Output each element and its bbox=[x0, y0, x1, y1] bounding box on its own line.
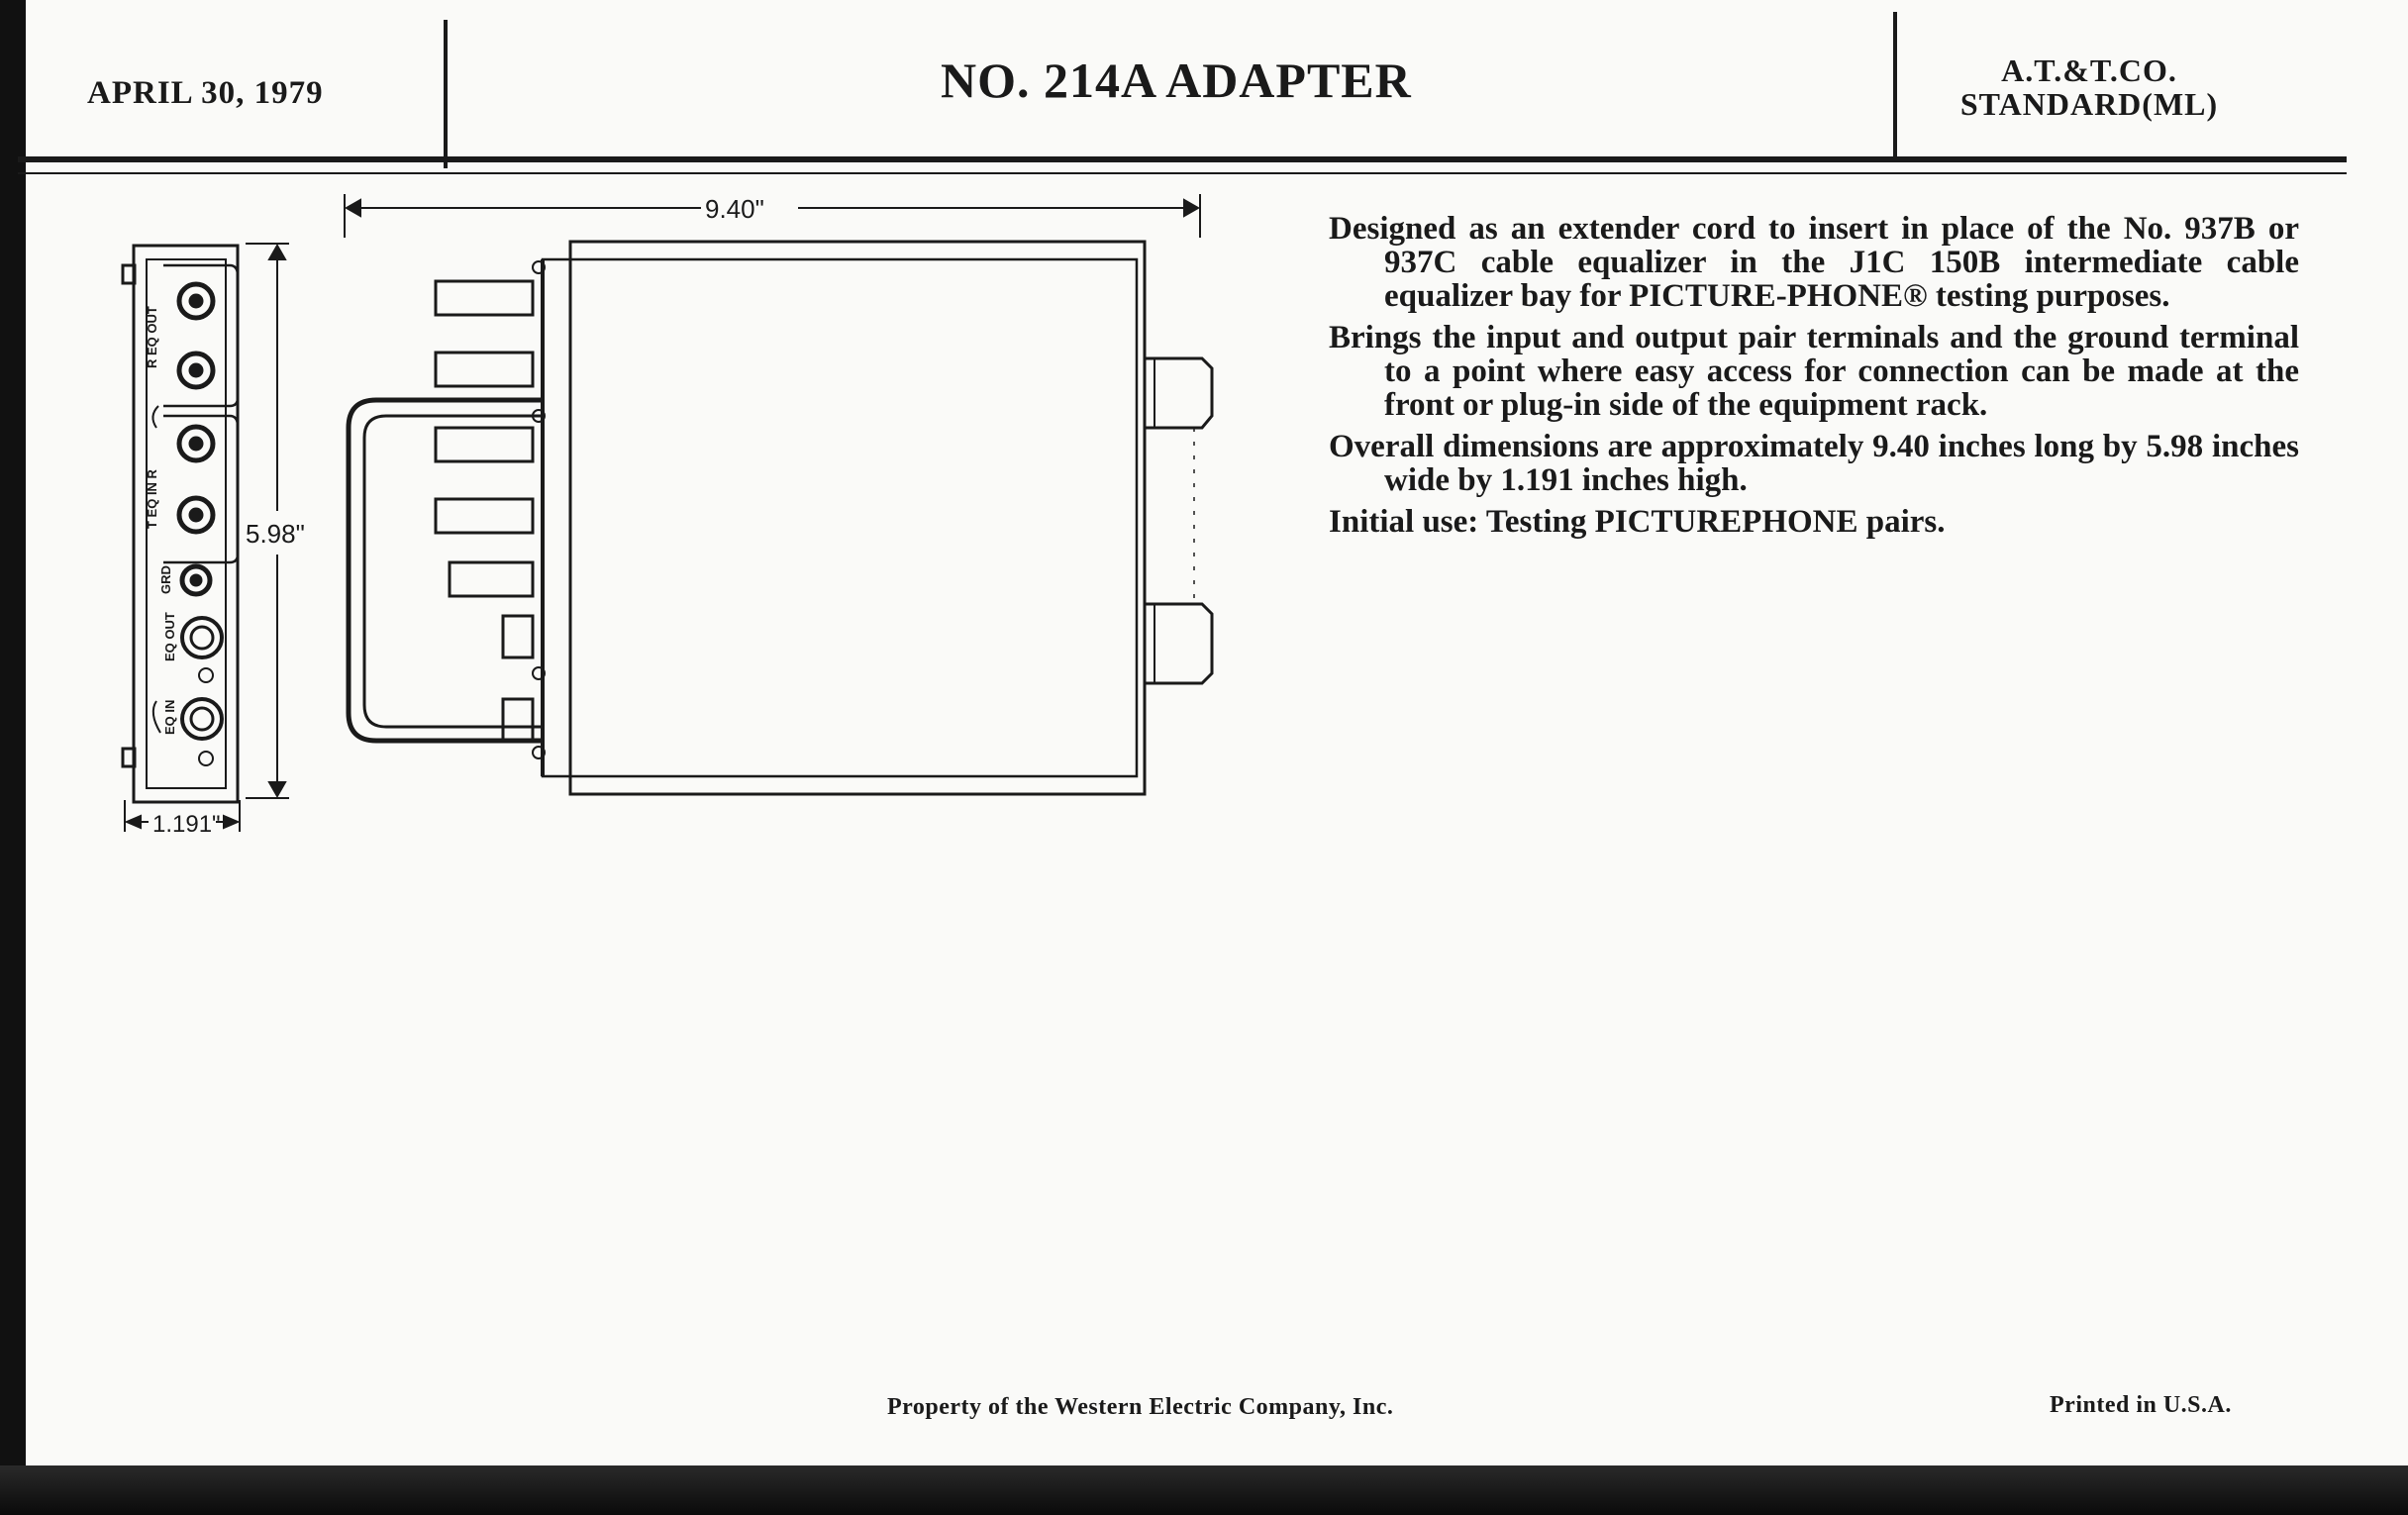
jack-grd-center bbox=[191, 575, 201, 585]
header-date: APRIL 30, 1979 bbox=[87, 75, 324, 111]
page-title: NO. 214A ADAPTER bbox=[941, 52, 1412, 108]
description-paragraph: Overall dimensions are approximately 9.40 inches long by 5.98 inches wide by 1.191 inches high. bbox=[1329, 429, 2299, 498]
jack-eq-out-inner bbox=[191, 627, 213, 649]
pin-1 bbox=[436, 281, 533, 315]
strap-curve-1 bbox=[152, 406, 158, 428]
pin-5 bbox=[450, 562, 533, 596]
label-t-eq-in-r: T EQ IN R bbox=[145, 469, 159, 529]
screw-1 bbox=[199, 668, 213, 682]
dimension-length bbox=[345, 194, 1200, 238]
pin-6 bbox=[503, 616, 533, 657]
jack-r-eq-out-2-center bbox=[190, 364, 202, 376]
cord-loop-outer bbox=[349, 400, 543, 741]
jack-t-eq-in-2-center bbox=[190, 509, 202, 521]
screw-2 bbox=[199, 752, 213, 765]
adapter-body-inner bbox=[543, 259, 1137, 776]
adapter-body-outer bbox=[570, 242, 1145, 794]
footer-property: Property of the Western Electric Company, Inc. bbox=[887, 1394, 1394, 1420]
dim-length-label: 9.40" bbox=[705, 194, 764, 224]
front-panel-labels bbox=[145, 306, 177, 735]
adapter-top-view bbox=[349, 242, 1212, 794]
label-eq-in: EQ IN bbox=[162, 699, 177, 735]
description bbox=[1329, 212, 2299, 547]
pin-7 bbox=[503, 699, 533, 741]
pin-2 bbox=[436, 353, 533, 386]
standard-line-2: STANDARD(ML) bbox=[1959, 86, 2219, 122]
dim-width-label: 5.98" bbox=[246, 519, 305, 549]
dim-height-label: 1.191" bbox=[152, 811, 221, 838]
label-grd: GRD bbox=[158, 565, 173, 594]
label-eq-out: EQ OUT bbox=[162, 612, 177, 661]
description-paragraph: Designed as an extender cord to insert in place of the No. 937B or 937C cable equalizer in the J1C 150B intermediate cable equalizer bay for PICTURE-PHONE® testing purposes. bbox=[1329, 211, 2299, 314]
jack-eq-in bbox=[182, 699, 222, 739]
description-paragraph: Brings the input and output pair terminals and the ground terminal to a point where easy access for connection can be made at the front or plug-in side of the equipment rack. bbox=[1329, 320, 2299, 423]
pin-3 bbox=[436, 428, 533, 461]
pin-4 bbox=[436, 499, 533, 533]
jack-r-eq-out-1-center bbox=[190, 295, 202, 307]
jack-eq-in-inner bbox=[191, 708, 213, 730]
jack-t-eq-in-1-center bbox=[190, 438, 202, 450]
strap-curve-2 bbox=[153, 701, 160, 733]
jack-eq-out bbox=[182, 618, 222, 657]
label-r-eq-out: R EQ OUT bbox=[145, 306, 159, 368]
front-panel-view bbox=[123, 246, 238, 802]
standard-line-1: A.T.&T.CO. bbox=[2001, 52, 2177, 88]
footer-printed: Printed in U.S.A. bbox=[2050, 1392, 2232, 1418]
description-paragraph: Initial use: Testing PICTUREPHONE pairs. bbox=[1329, 504, 1946, 540]
